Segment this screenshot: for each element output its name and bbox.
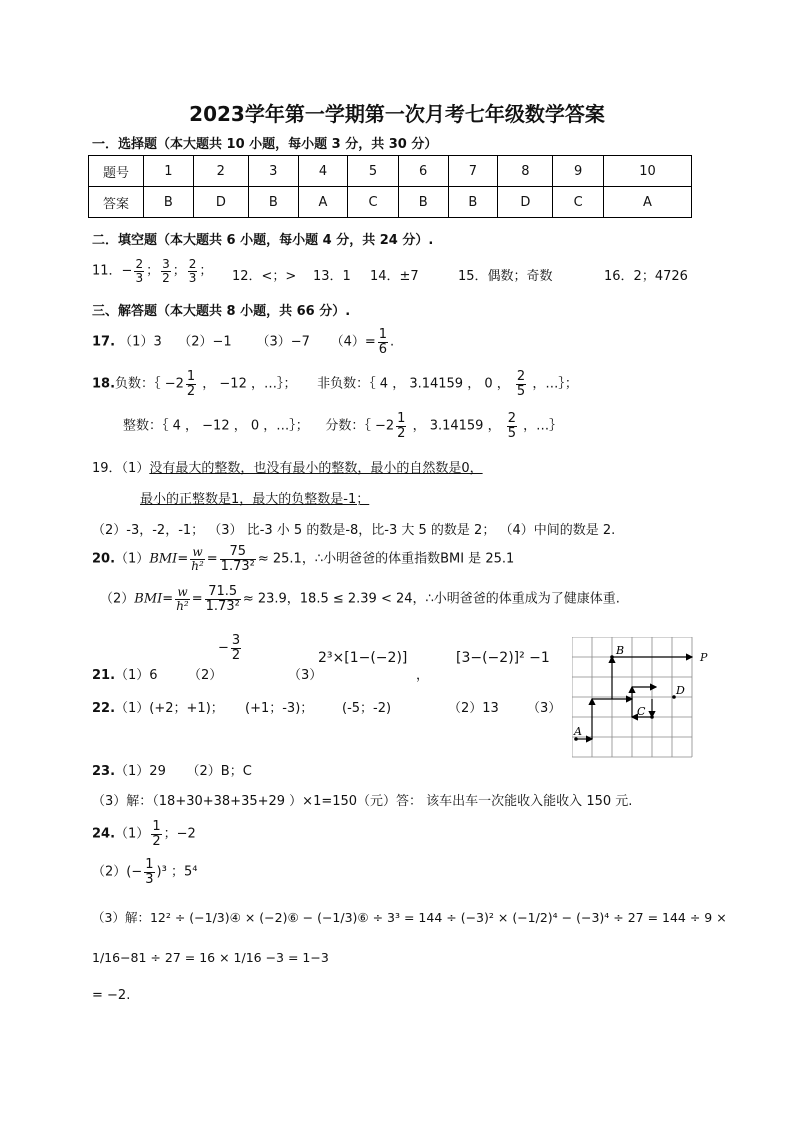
table-cell: B — [398, 187, 448, 218]
q18-line1: 18.负数：｛ −2 $\frac{1}{2}$ ， −12 ，…｝； 非负数：｛ 4 ， 3.14159 ， 0 ， $\frac{2}{5}$ ，…｝； — [92, 369, 578, 399]
table-cell: C — [348, 187, 399, 218]
q20-part1: 20.（1）BMI= $\frac{w}{\text{h²}}$ = $\frac{75}{\text{1.73²}}$ ≈ 25.1，∴小明爸爸的体重指数BMI 是 25.1 — [92, 544, 515, 574]
section2-heading: 二．填空题（本大题共 6 小题，每小题 4 分，共 24 分）. — [92, 233, 434, 248]
fraction: $\frac{2}{3}$ — [135, 257, 144, 285]
q19-line2: 最小的正整数是1，最大的负整数是-1； — [140, 492, 370, 507]
fraction: $\frac{1}{6}$ — [378, 327, 388, 357]
section3-heading: 三、解答题（本大题共 8 小题，共 66 分）. — [92, 304, 351, 319]
grid-points — [574, 655, 676, 741]
q12: 12．<；> — [232, 269, 297, 284]
q24-p3-line3: = −2. — [92, 988, 131, 1003]
table-cell: B — [248, 187, 298, 218]
table-cell: 9 — [553, 156, 604, 187]
section1-heading: 一．选择题（本大题共 10 小题，每小题 3 分，共 30 分） — [92, 137, 438, 152]
q21-sep: ， — [416, 668, 430, 683]
grid-figure — [572, 637, 696, 759]
q24-p3-line1: （3）解：12² ÷ (−1/3)④ × (−2)⑥ − (−1/3)⑥ ÷ 3³ = 144 ÷ (−3)² × (−1/2)⁴ − (−3)⁴ ÷ 27 = 144 ÷ 9 × — [92, 910, 727, 925]
table-cell: C — [553, 187, 604, 218]
table-cell: D — [498, 187, 553, 218]
fraction: $\frac{2}{5}$ — [507, 411, 517, 441]
table-cell: D — [193, 187, 248, 218]
grid-label-d: D — [676, 684, 685, 697]
q15: 15．偶数；奇数 — [458, 269, 553, 284]
table-cell: 2 — [193, 156, 248, 187]
q11: 11．− $\frac{2}{3}$ ； $\frac{3}{2}$ ； $\frac{2}{3}$ ； — [92, 257, 213, 285]
q23-line1: 23.（1）29 （2）B；C — [92, 764, 252, 779]
fraction: $\frac{w}{\text{h²}}$ — [191, 545, 204, 573]
q14: 14．±7 — [370, 269, 419, 284]
table-cell: 4 — [298, 156, 348, 187]
q24-p1: 24.（1） $\frac{1}{2}$ ；−2 — [92, 819, 196, 849]
q21-p1: 21.（1）6 — [92, 668, 158, 683]
table-cell: 1 — [144, 156, 194, 187]
table-row-numbers — [89, 156, 692, 187]
q22-p1: 22.（1）(+2；+1)； — [92, 701, 224, 716]
fraction: $\frac{2}{5}$ — [516, 369, 526, 399]
fraction: $\frac{71.5}{\text{1.73²}}$ — [205, 584, 240, 614]
q24-p2: （2）(− $\frac{1}{3}$ )³ ；5⁴ — [92, 857, 198, 887]
table-label-question: 题号 — [89, 156, 144, 187]
q22-p1b: (+1；-3)； — [245, 701, 314, 716]
q13: 13．1 — [313, 269, 351, 284]
q23-line2: （3）解：（18+30+38+35+29 ）×1=150（元）答： 该车出车一次能收入能收入 150 元. — [92, 794, 633, 809]
table-cell: A — [298, 187, 348, 218]
q21-p3-label: （3） — [288, 668, 323, 683]
fraction: $\frac{2}{3}$ — [188, 257, 197, 285]
answer-table — [88, 155, 692, 218]
grid-label-b: B — [616, 644, 625, 657]
table-row-answers — [89, 187, 692, 218]
table-cell: B — [448, 187, 498, 218]
q22-p1c: (-5；-2) — [342, 701, 392, 716]
grid-label-p: P — [700, 651, 708, 664]
table-cell: 3 — [248, 156, 298, 187]
table-cell: 10 — [603, 156, 691, 187]
q21-p2-value: − $\frac{3}{2}$ — [218, 633, 241, 663]
q19-line1: 19．（1）没有最大的整数，也没有最小的整数，最小的自然数是0， — [92, 461, 483, 476]
grid-label-a: A — [574, 725, 582, 738]
fraction: $\frac{75}{\text{1.73²}}$ — [220, 544, 255, 574]
q16: 16．2；4726 — [604, 269, 688, 284]
q17: 17. （1）3 （2）−1 （3）−7 （4）= $\frac{1}{6}$ . — [92, 327, 395, 357]
page-title: 2023学年第一学期第一次月考七年级数学答案 — [189, 102, 605, 126]
fraction: $\frac{3}{2}$ — [231, 633, 241, 663]
fraction: $\frac{1}{2}$ — [152, 819, 161, 849]
q24-p3-line2: 1/16−81 ÷ 27 = 16 × 1/16 −3 = 1−3 — [92, 950, 329, 965]
table-cell: B — [144, 187, 194, 218]
q22-p2: （2）13 — [448, 701, 499, 716]
q21-expr1: 2³×[1−(−2)] — [318, 650, 408, 666]
fraction: $\frac{3}{2}$ — [162, 257, 170, 285]
grid-label-c: C — [637, 705, 646, 718]
table-cell: 7 — [448, 156, 498, 187]
q18-line2: 整数：｛ 4 ， −12 ， 0 ，…｝； 分数：｛ −2 $\frac{1}{2}$ ， 3.14159 ， $\frac{2}{5}$ ，…｝ — [123, 411, 563, 441]
q20-part2: （2）BMI= $\frac{w}{\text{h²}}$ = $\frac{71.5}{\text{1.73²}}$ ≈ 23.9，18.5 ≤ 2.39 < 24，∴小明爸爸的体重成为了健康体重. — [100, 584, 620, 614]
table-cell: A — [603, 187, 691, 218]
fraction: $\frac{1}{2}$ — [186, 369, 196, 399]
q21-expr2: [3−(−2)]² −1 — [456, 650, 550, 666]
table-label-answer: 答案 — [89, 187, 144, 218]
table-cell: 6 — [398, 156, 448, 187]
fraction: $\frac{1}{2}$ — [397, 411, 406, 441]
q22-p3: （3） — [527, 701, 562, 716]
q19-line3: （2）-3，-2，-1； （3） 比-3 小 5 的数是-8，比-3 大 5 的数是 2； （4）中间的数是 2. — [92, 523, 616, 538]
table-cell: 8 — [498, 156, 553, 187]
fraction: $\frac{w}{\text{h²}}$ — [176, 585, 189, 613]
fraction: $\frac{1}{3}$ — [145, 857, 154, 887]
q21-p2-label: （2） — [188, 668, 223, 683]
table-cell: 5 — [348, 156, 399, 187]
